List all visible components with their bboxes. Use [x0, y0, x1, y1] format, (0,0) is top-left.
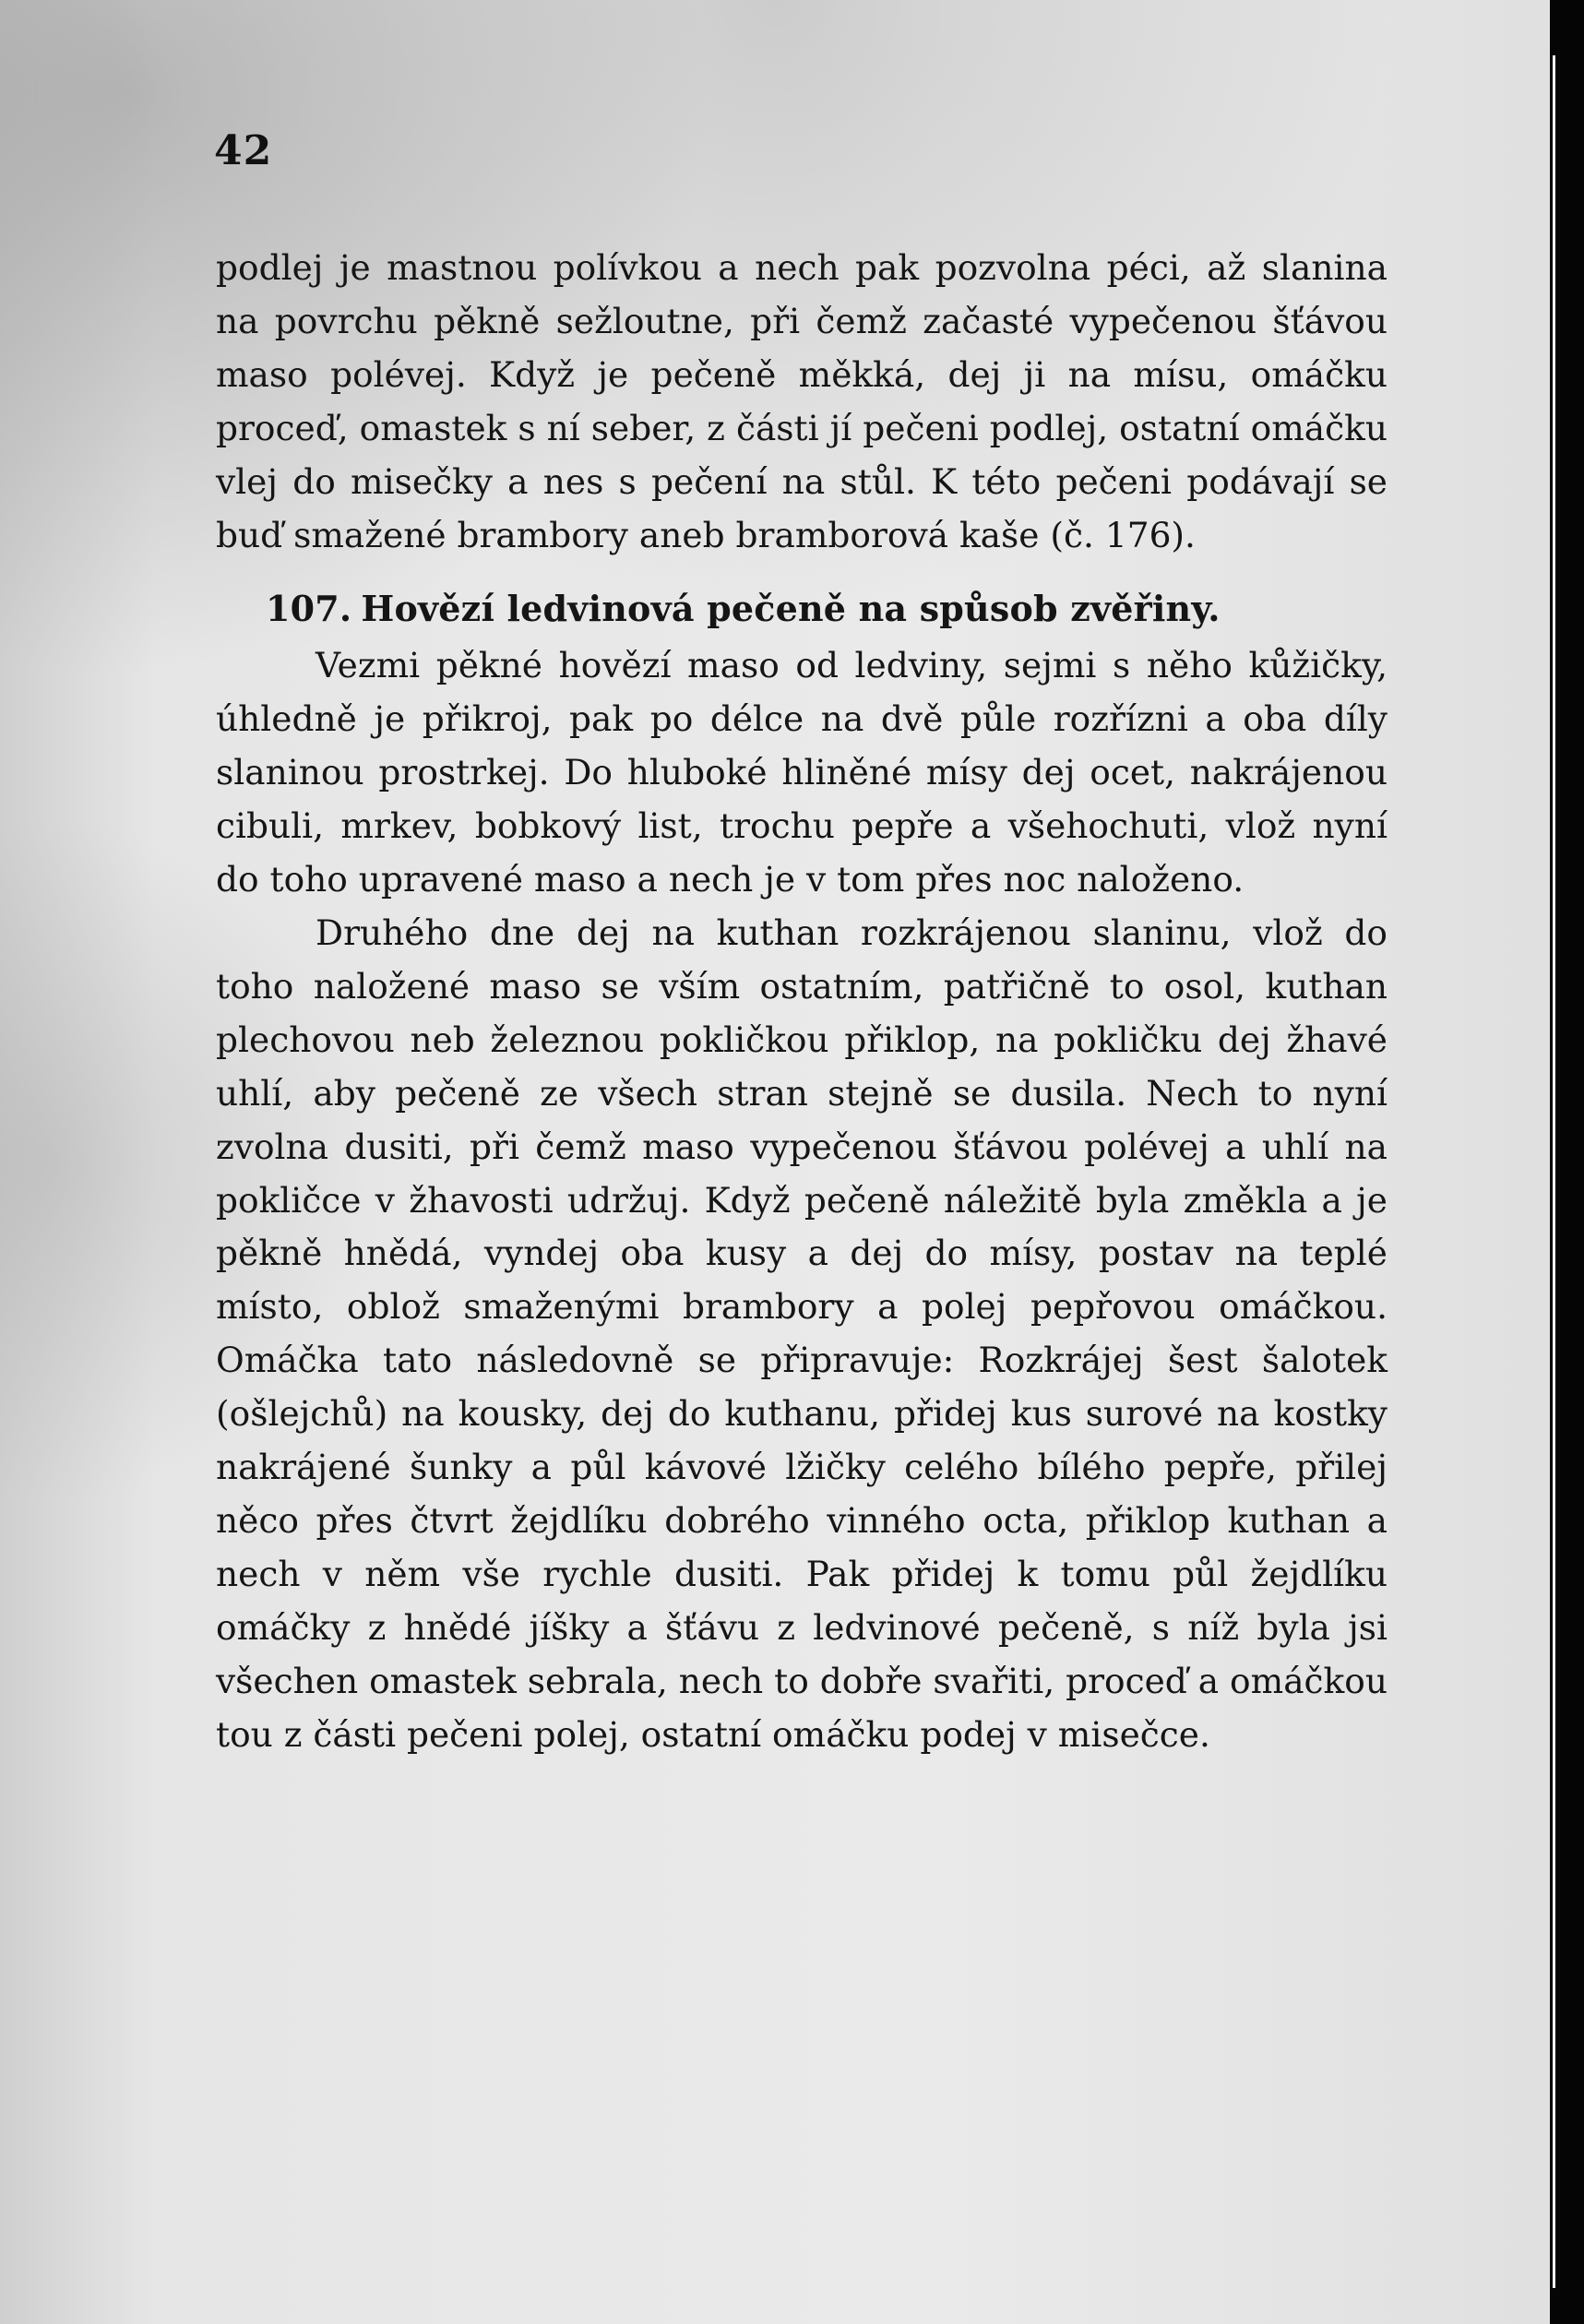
- recipe-paragraph-2: Druhého dne dej na kuthan rozkrájenou slaninu, vlož do toho naložené maso se vším ostatním, patřičně to osol, kuthan plechovou neb železnou pokličkou přiklop, na pokličku dej žhavé uhlí, aby pečeně ze všech stran stejně se dusila. Nech to nyní zvolna dusiti, při čemž maso vypečenou šťávou polévej a uhlí na pokličce v žhavosti udržuj. Když pečeně náležitě byla změkla a je pěkně hnědá, vyndej oba kusy a dej do mísy, postav na teplé místo, oblož smaženými brambory a polej pepřovou omáčkou. Omáčka tato následovně se připravuje: Rozkrájej šest šalotek (ošlejchů) na kousky, dej do kuthanu, přidej kus surové na kostky nakrájené šunky a půl kávové lžičky celého bílého pepře, přilej něco přes čtvrt žejdlíku dobrého vinného octa, přiklop kuthan a nech v něm vše rychle dusiti. Pak přidej k tomu půl žejdlíku omáčky z hnědé jíšky a šťávu z ledvinové pečeně, s níž byla jsi všechen omastek sebrala, nech to dobře svařiti, proceď a omáčkou tou z části pečeni polej, ostatní omáčku podej v misečce.: [216, 912, 1387, 1755]
- page-edge-line: [1553, 55, 1555, 2288]
- page-text: [216, 242, 1387, 1761]
- intro-paragraph: podlej je mastnou polívkou a nech pak pozvolna péci, až slanina na povrchu pěkně sežloutne, při čemž začasté vypečenou šťávou maso polévej. Když je pečeně měkká, dej ji na mísu, omáčku proceď, omastek s ní seber, z části jí pečeni podlej, ostatní omáčku vlej do misečky a nes s pečení na stůl. K této pečeni podávají se buď smažené brambory aneb bramborová kaše (č. 176).: [216, 247, 1387, 555]
- recipe-heading: [216, 581, 1387, 637]
- page-number: 42: [214, 127, 273, 174]
- recipe-title: Hovězí ledvinová pečeně na spůsob zvěřiny.: [361, 588, 1221, 630]
- recipe-number: 107.: [266, 588, 352, 630]
- recipe-paragraph-1: Vezmi pěkné hovězí maso od ledviny, sejmi s něho kůžičky, úhledně je přikroj, pak po délce na dvě půle rozřízni a oba díly slaninou prostrkej. Do hluboké hliněné mísy dej ocet, nakrájenou cibuli, mrkev, bobkový list, trochu pepře a všehochuti, vlož nyní do toho upravené maso a nech je v tom přes noc naloženo.: [216, 645, 1387, 900]
